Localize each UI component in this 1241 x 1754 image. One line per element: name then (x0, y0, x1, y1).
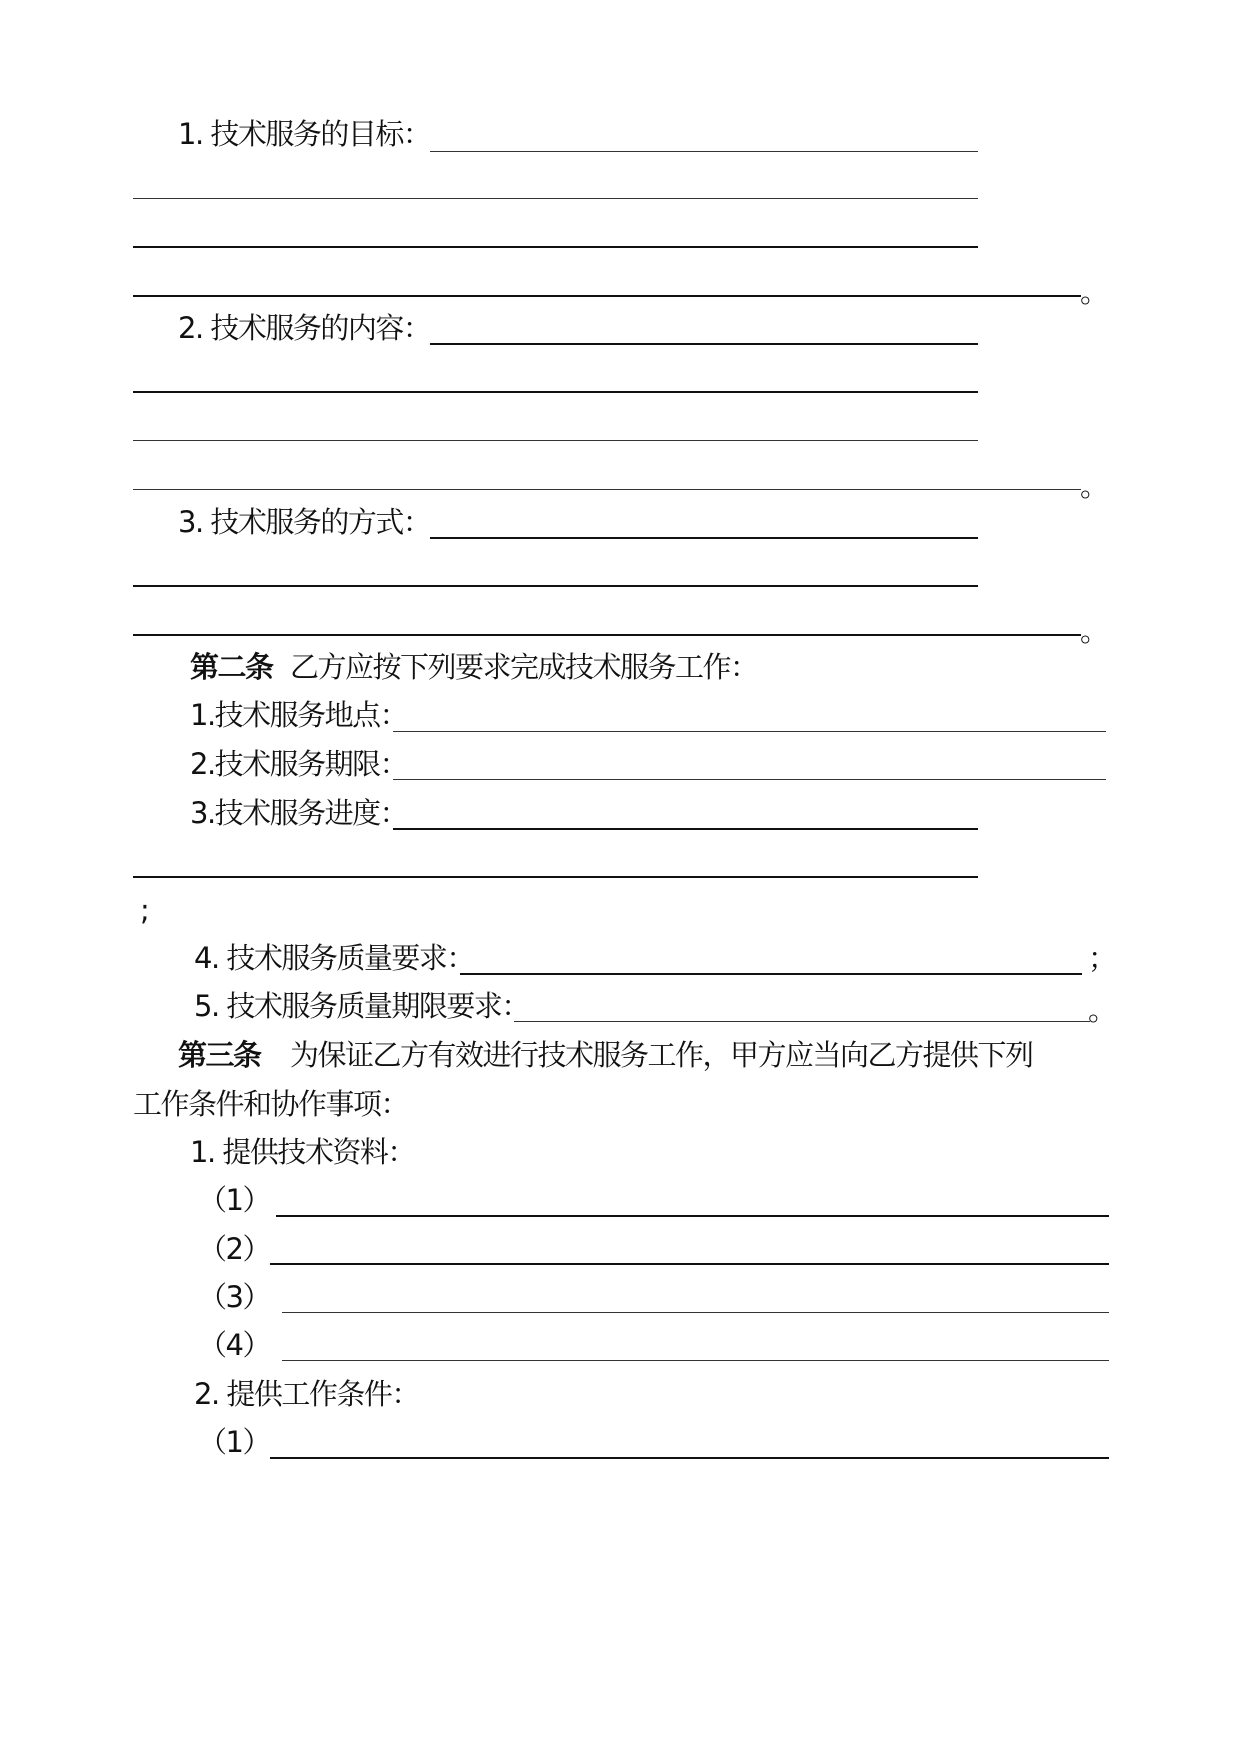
content-blank-line-2[interactable] (133, 391, 978, 393)
content-period: 。 (1080, 469, 1108, 503)
work-conditions-label: 2. 提供工作条件： (194, 1377, 419, 1411)
service-quality-label: 4. 技术服务质量要求： (194, 941, 474, 975)
quality-semicolon: ； (1088, 941, 1116, 975)
target-blank-line-2[interactable] (133, 198, 978, 199)
quality-term-period: 。 (1088, 993, 1116, 1027)
method-blank-line-1[interactable] (430, 537, 978, 539)
quality-term-blank-line[interactable] (514, 1021, 1090, 1022)
material-item-1-line[interactable] (276, 1215, 1109, 1217)
term-blank-line[interactable] (393, 779, 1106, 780)
progress-blank-line-2[interactable] (133, 876, 978, 878)
method-period: 。 (1080, 614, 1108, 648)
material-item-1-label: （1） (198, 1183, 270, 1217)
article2-heading: 第二条 (190, 650, 273, 684)
material-item-4-label: （4） (198, 1328, 270, 1362)
target-blank-line-1[interactable] (430, 151, 978, 152)
service-location-label: 1.技术服务地点： (190, 698, 408, 732)
condition-item-1-label: （1） (198, 1425, 270, 1459)
service-target-label: 1. 技术服务的目标： (178, 117, 431, 151)
quality-blank-line[interactable] (460, 973, 1082, 975)
material-item-4-line[interactable] (282, 1360, 1109, 1361)
material-item-3-label: （3） (198, 1280, 270, 1314)
target-blank-line-4[interactable] (133, 295, 1081, 297)
article3-text-line2: 工作条件和协作事项： (133, 1087, 409, 1121)
tech-materials-label: 1. 提供技术资料： (190, 1135, 415, 1169)
method-blank-line-3[interactable] (133, 634, 1081, 636)
location-blank-line[interactable] (393, 731, 1106, 732)
target-period: 。 (1080, 275, 1108, 309)
service-quality-term-label: 5. 技术服务质量期限要求： (194, 989, 529, 1023)
service-method-label: 3. 技术服务的方式： (178, 505, 431, 539)
material-item-2-line[interactable] (270, 1263, 1109, 1265)
target-blank-line-3[interactable] (133, 246, 978, 248)
service-content-label: 2. 技术服务的内容： (178, 311, 431, 345)
service-progress-label: 3.技术服务进度： (190, 796, 408, 830)
condition-item-1-line[interactable] (270, 1457, 1109, 1459)
article3-text-line1: 为保证乙方有效进行技术服务工作，甲方应当向乙方提供下列 (290, 1038, 1033, 1072)
service-term-label: 2.技术服务期限： (190, 747, 408, 781)
content-blank-line-3[interactable] (133, 440, 978, 441)
article3-heading: 第三条 (178, 1038, 261, 1072)
method-blank-line-2[interactable] (133, 585, 978, 587)
material-item-3-line[interactable] (282, 1312, 1109, 1313)
progress-semicolon: ; (140, 893, 149, 927)
content-blank-line-4[interactable] (133, 489, 1081, 490)
article2-text: 乙方应按下列要求完成技术服务工作： (290, 650, 758, 684)
progress-blank-line-1[interactable] (393, 828, 978, 830)
material-item-2-label: （2） (198, 1232, 270, 1266)
content-blank-line-1[interactable] (430, 343, 978, 345)
